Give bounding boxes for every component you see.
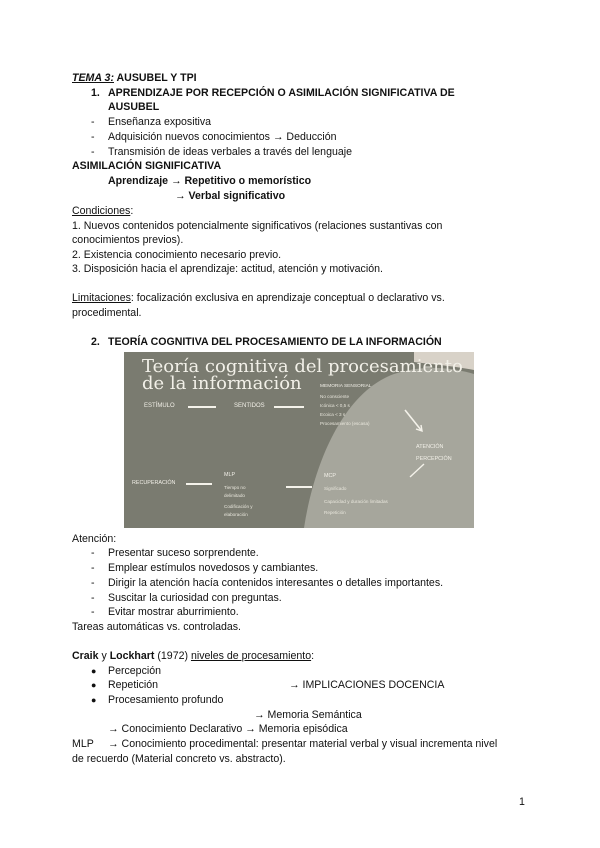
tareas-line: Tareas automáticas vs. controladas. xyxy=(72,621,241,633)
ms-line: Procesamiento (escasa) xyxy=(320,421,370,426)
bullet-marker: ● xyxy=(91,695,97,705)
condiciones-label: Condiciones xyxy=(72,205,131,217)
craik-colon: : xyxy=(311,650,315,662)
dash-marker: - xyxy=(91,606,95,618)
mlp-line2: de recuerdo (Material concreto vs. abstracto). xyxy=(72,753,286,765)
mcp-line: Capacidad y duración limitadas xyxy=(324,499,388,504)
figure-title-line1: Teoría cognitiva del procesamiento xyxy=(142,356,463,377)
mlp-line: elaboración xyxy=(224,512,248,517)
section2-number: 2. xyxy=(91,336,100,348)
craik-y: y xyxy=(98,650,110,662)
mcp-line: Repetición xyxy=(324,510,346,515)
asimilacion-line2: → Verbal significativo xyxy=(175,190,286,202)
list-item: Procesamiento profundo xyxy=(108,694,224,706)
limitaciones-line1 xyxy=(72,292,445,304)
condiciones-line: 3. Disposición hacia el aprendizaje: actitud, atención y motivación. xyxy=(72,263,383,275)
mlp-line: Tiempo no xyxy=(224,485,246,490)
list-item: Repetición xyxy=(108,679,159,691)
mcp-line: Significado xyxy=(324,486,347,491)
atencion-heading: Atención: xyxy=(72,533,117,545)
list-item: Enseñanza expositiva xyxy=(108,116,212,128)
limitaciones-label: Limitaciones xyxy=(72,292,131,304)
condiciones-heading xyxy=(72,205,133,217)
figure-percepcion: PERCEPCIÓN xyxy=(416,456,452,462)
list-item: Adquisición nuevos conocimientos → Deducción xyxy=(108,131,337,143)
dash-marker: - xyxy=(91,116,95,128)
asimilacion-heading: ASIMILACIÓN SIGNIFICATIVA xyxy=(72,160,222,172)
arrow-down-left xyxy=(124,352,474,528)
dash-marker: - xyxy=(91,131,95,143)
condiciones-line: conocimientos previos). xyxy=(72,234,184,246)
page-number: 1 xyxy=(519,796,525,808)
figure-mlp: MLP xyxy=(224,472,236,478)
craik-year: (1972) xyxy=(154,650,191,662)
asimilacion-line1: Aprendizaje → Repetitivo o memorístico xyxy=(108,175,312,187)
figure-title-line2: de la información xyxy=(142,373,302,394)
mlp-label: MLP xyxy=(72,738,94,750)
dash-marker: - xyxy=(91,562,95,574)
diagram-image xyxy=(124,352,474,528)
list-item: Presentar suceso sorprendente. xyxy=(108,547,259,559)
figure-atencion: ATENCIÓN xyxy=(416,444,444,450)
craik-niveles: niveles de procesamiento xyxy=(190,650,312,662)
mlp-line: Codificación y xyxy=(224,504,253,509)
bullet-marker: ● xyxy=(91,666,97,676)
figure-recuperacion: RECUPERACIÓN xyxy=(132,480,176,486)
mlp-text: → Conocimiento procedimental: presentar material verbal y visual incrementa nivel xyxy=(108,738,498,750)
condiciones-colon: : xyxy=(130,205,134,217)
document-title xyxy=(72,72,197,84)
condiciones-line: 2. Existencia conocimiento necesario previo. xyxy=(72,249,282,261)
declarativo-text: → Conocimiento Declarativo → Memoria episódica xyxy=(108,723,348,735)
list-item: Suscitar la curiosidad con preguntas. xyxy=(108,592,282,604)
limitaciones-text: : focalización exclusiva en aprendizaje conceptual o declarativo vs. xyxy=(130,292,445,304)
list-item: Transmisión de ideas verbales a través del lenguaje xyxy=(108,146,352,158)
implicaciones-text: → IMPLICACIONES DOCENCIA xyxy=(289,679,445,691)
dash-marker: - xyxy=(91,547,95,559)
figure-estimulo: ESTÍMULO xyxy=(144,403,175,409)
dash-marker: - xyxy=(91,146,95,158)
ms-line: No consciente xyxy=(320,394,350,399)
limitaciones-line2: procedimental. xyxy=(72,307,142,319)
figure-mcp: MCP xyxy=(324,473,336,479)
craik-name1: Craik xyxy=(72,650,99,662)
semantica-text: → Memoria Semántica xyxy=(254,709,362,721)
craik-name2: Lockhart xyxy=(109,650,155,662)
condiciones-line: 1. Nuevos contenidos potencialmente significativos (relaciones sustantivas con xyxy=(72,220,443,232)
section1-heading-line2: AUSUBEL xyxy=(108,101,160,113)
list-item: Dirigir la atención hacía contenidos interesantes o detalles importantes. xyxy=(108,577,444,589)
section1-heading-line1: APRENDIZAJE POR RECEPCIÓN O ASIMILACIÓN SIGNIFICATIVA DE xyxy=(108,87,455,99)
section2-heading: TEORÍA COGNITIVA DEL PROCESAMIENTO DE LA INFORMACIÓN xyxy=(108,336,442,348)
figure-sentidos: SENTIDOS xyxy=(234,403,265,409)
mlp-line: delimitado xyxy=(224,493,245,498)
list-item: Percepción xyxy=(108,665,161,677)
ms-line: Ecoica < 3 s xyxy=(320,412,346,417)
craik-heading xyxy=(72,650,314,662)
bullet-marker: ● xyxy=(91,680,97,690)
list-item: Emplear estímulos novedosos y cambiantes. xyxy=(108,562,319,574)
figure-memoria-sensorial: MEMORIA SENSORIAL xyxy=(320,384,372,389)
list-item: Evitar mostrar aburrimiento. xyxy=(108,606,239,618)
section1-number: 1. xyxy=(91,87,100,99)
dash-marker: - xyxy=(91,592,95,604)
dash-marker: - xyxy=(91,577,95,589)
title-label: TEMA 3: xyxy=(72,72,114,84)
title-text: AUSUBEL Y TPI xyxy=(113,72,197,84)
ms-line: Icónica < 0,5 s xyxy=(320,403,350,408)
